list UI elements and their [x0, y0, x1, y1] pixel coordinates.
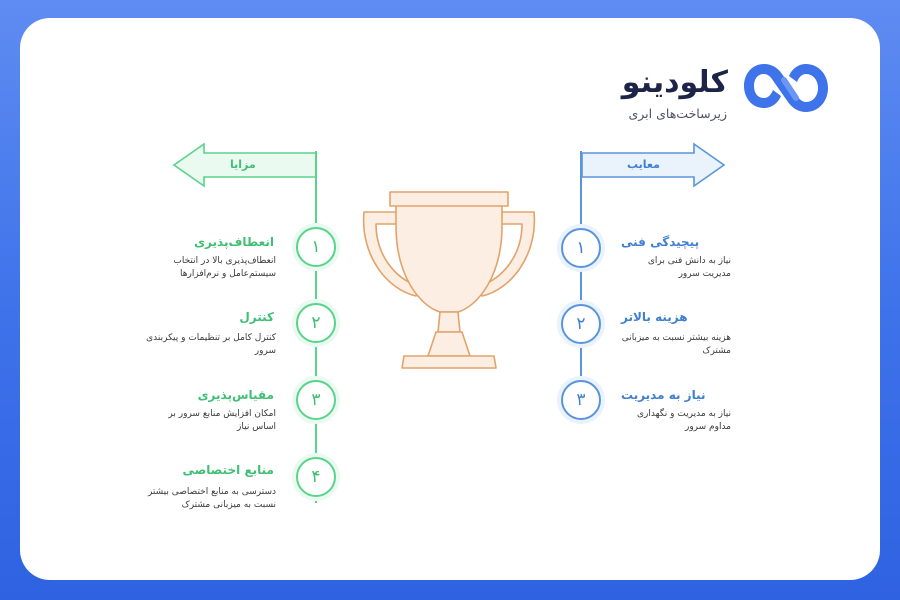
- cons-item-1-title: پیچیدگی فنی: [621, 235, 700, 249]
- pros-item-4-number: ۴: [296, 457, 336, 497]
- cons-item-3-description: نیاز به مدیریت و نگهداری مداوم سرور: [636, 409, 731, 432]
- trophy-icon: [358, 186, 540, 376]
- brand-name: کلودینو: [621, 65, 728, 100]
- cons-item-3-title: نیاز به مدیریت: [621, 388, 706, 402]
- cons-item-2-number: ۲: [561, 304, 601, 344]
- cloud-link-logo-icon: [738, 54, 838, 118]
- pros-item-2-description: کنترل کامل بر تنظیمات و پیکربندی سرور: [146, 333, 276, 356]
- pros-item-4-description: دسترسی به منابع اختصاصی بیشتر نسبت به میزبانی مشترک: [147, 487, 276, 510]
- pros-item-3-title: مقیاس‌پذیری: [197, 388, 274, 402]
- cons-item-2-title: هزینه بالاتر: [621, 310, 688, 324]
- pros-item-3-description: امکان افزایش منابع سرور بر اساس نیاز: [168, 409, 276, 432]
- cons-timeline-line: [580, 151, 582, 403]
- cons-item-1-description: نیاز به دانش فنی برای مدیریت سرور: [647, 256, 731, 279]
- cons-item-1-number: ۱: [561, 228, 601, 268]
- pros-item-1-description: انعطاف‌پذیری بالا در انتخاب سیستم‌عامل و نرم‌افزارها: [173, 256, 276, 279]
- content-card: [20, 18, 880, 580]
- cons-item-3-number: ۳: [561, 380, 601, 420]
- pros-item-4-title: منابع اختصاصی: [182, 463, 274, 477]
- pros-item-1-number: ۱: [296, 227, 336, 267]
- cons-item-2-description: هزینه بیشتر نسبت به میزبانی مشترک: [621, 333, 731, 356]
- pros-item-2-title: کنترل: [239, 310, 274, 324]
- pros-item-2-number: ۲: [296, 303, 336, 343]
- pros-item-3-number: ۳: [296, 380, 336, 420]
- brand-tagline: زیرساخت‌های ابری: [628, 106, 727, 121]
- cons-banner-title: معایب: [627, 158, 660, 171]
- pros-banner-title: مزایا: [230, 158, 256, 171]
- pros-item-1-title: انعطاف‌پذیری: [194, 235, 274, 249]
